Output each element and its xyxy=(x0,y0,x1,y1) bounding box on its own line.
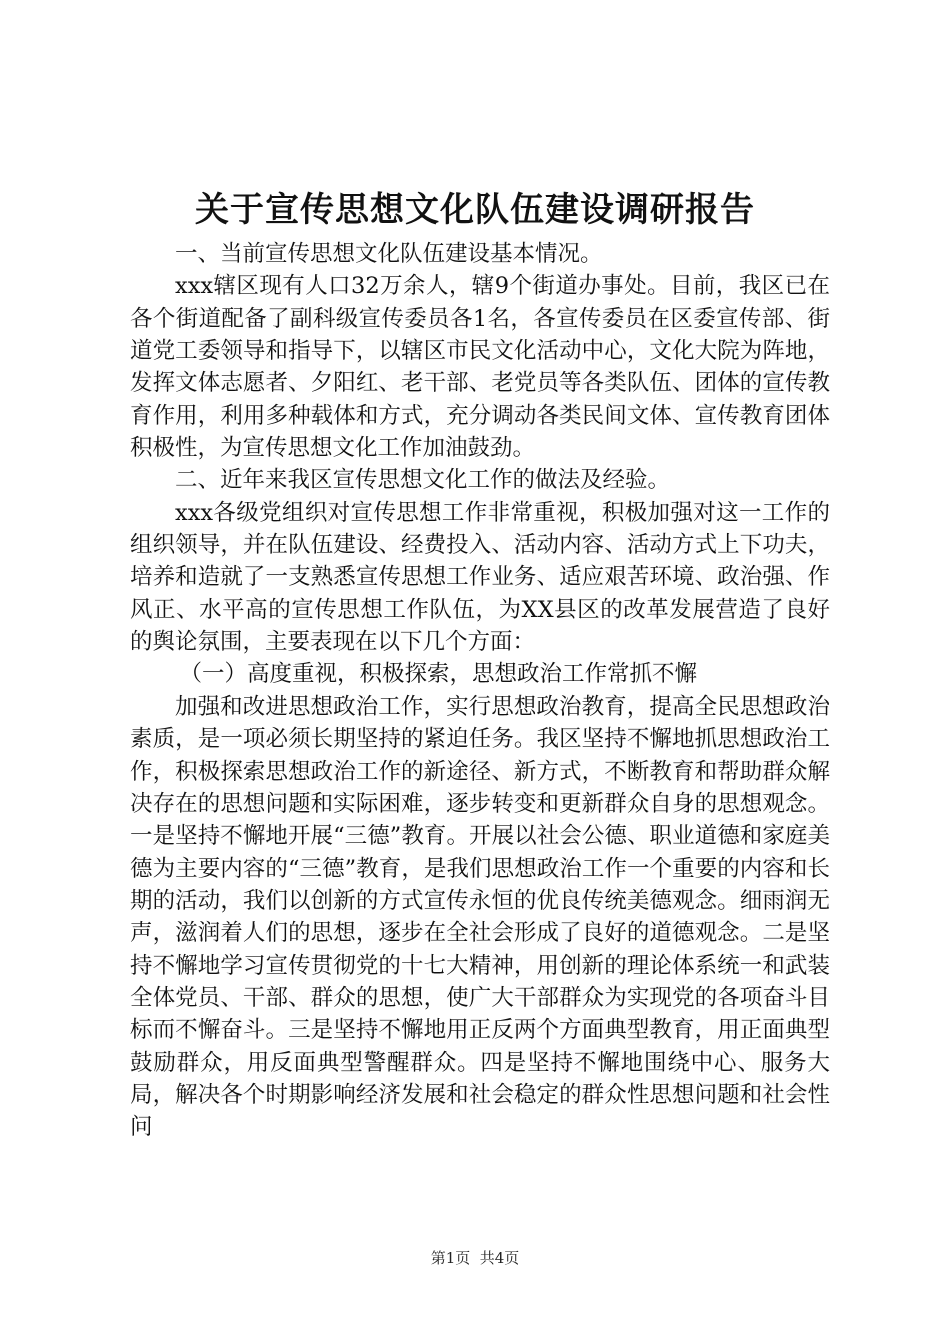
subsection-heading-1: （一）高度重视，积极探索，思想政治工作常抓不懈 xyxy=(179,661,698,688)
document-title: 关于宣传思想文化队伍建设调研报告 xyxy=(195,190,755,230)
document-body xyxy=(130,238,830,1144)
page-number-label: 第1页 共4页 xyxy=(430,1249,520,1267)
paragraph-1: xxx辖区现有人口32万余人，辖9个街道办事处。目前，我区已在各个街道配备了副科级宣传委员各1名，各宣传委员在区委宣传部、街道党工委领导和指导下，以辖区市民文化活动中心，文化大院为阵地，发挥文体志愿者、夕阳红、老干部、老党员等各类队伍、团体的宣传教育作用，利用多种载体和方式，充分调动各类民间文体、宣传教育团体积极性，为宣传思想文化工作加油鼓劲。 xyxy=(130,273,830,462)
paragraph-3: 加强和改进思想政治工作，实行思想政治教育，提高全民思想政治素质，是一项必须长期坚持的紧迫任务。我区坚持不懈地抓思想政治工作，积极探索思想政治工作的新途径、新方式，不断教育和帮助群众解决存在的思想问题和实际困难，逐步转变和更新群众自身的思想观念。一是坚持不懈地开展“三德”教育。开展以社会公德、职业道德和家庭美德为主要内容的“三德”教育，是我们思想政治工作一个重要的内容和长期的活动，我们以创新的方式宣传永恒的优良传统美德观念。细雨润无声，滋润着人们的思想，逐步在全社会形成了良好的道德观念。二是坚持不懈地学习宣传贯彻党的十七大精神，用创新的理论体系统一和武装全体党员、干部、群众的思想，使广大干部群众为实现党的各项奋斗目标而不懈奋斗。三是坚持不懈地用正反两个方面典型教育，用正面典型鼓励群众，用反面典型警醒群众。四是坚持不懈地围绕中心、服务大局，解决各个时期影响经济发展和社会稳定的群众性思想问题和社会性问 xyxy=(130,693,830,1141)
section-heading-1: 一、当前宣传思想文化队伍建设基本情况。 xyxy=(175,241,603,267)
page-footer xyxy=(0,1248,950,1268)
section-heading-2: 二、近年来我区宣传思想文化工作的做法及经验。 xyxy=(175,467,671,494)
paragraph-2: xxx各级党组织对宣传思想工作非常重视，积极加强对这一工作的组织领导，并在队伍建设、经费投入、活动内容、活动方式上下功夫，培养和造就了一支熟悉宣传思想工作业务、适应艰苦环境、政治强、作风正、水平高的宣传思想工作队伍，为XX县区的改革发展营造了良好的舆论氛围，主要表现在以下几个方面： xyxy=(130,499,830,656)
